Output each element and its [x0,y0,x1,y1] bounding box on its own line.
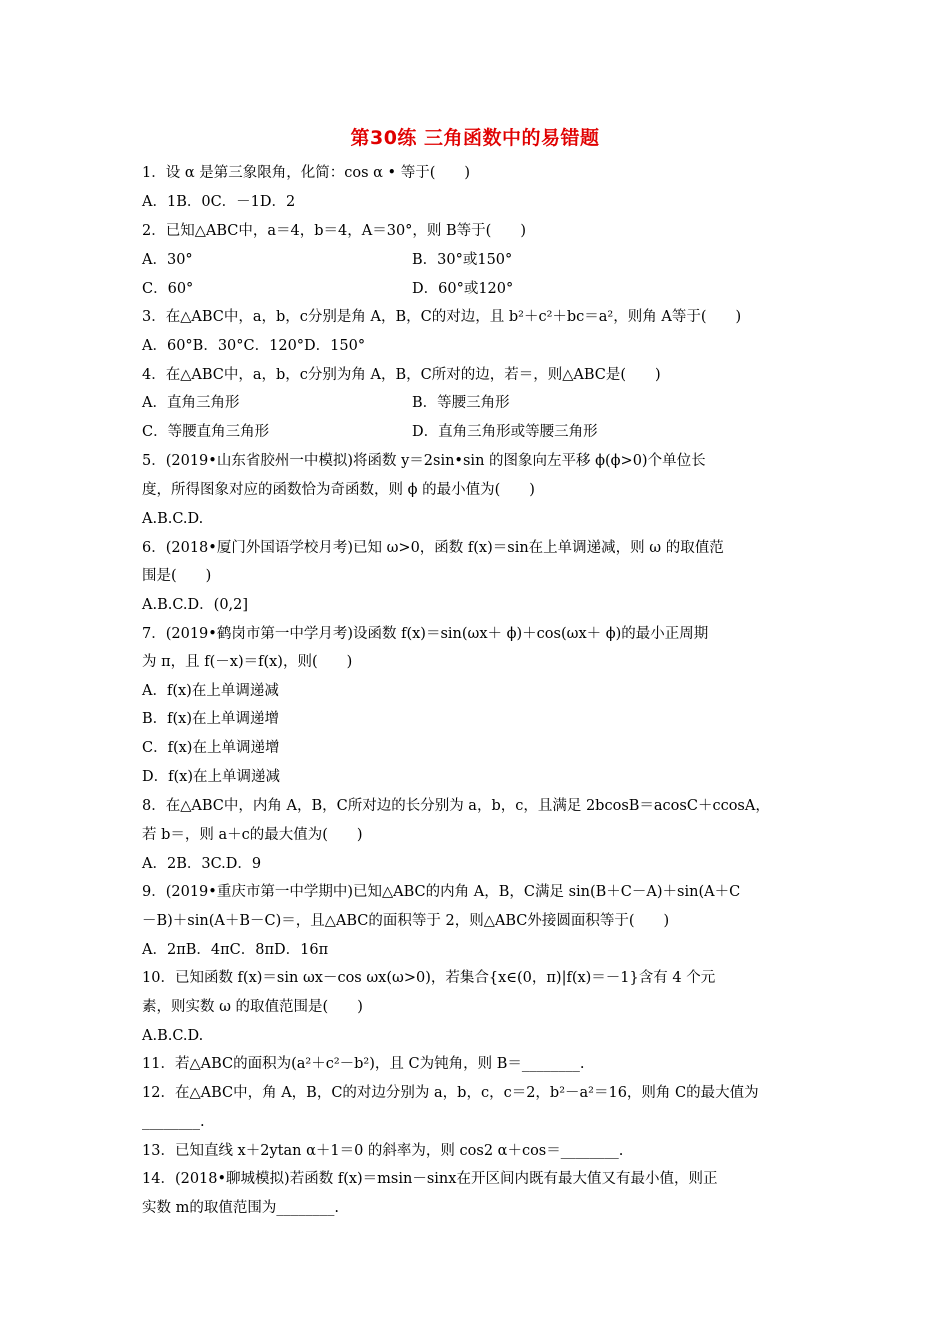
q4-option-d: D．直角三角形或等腰三角形 [412,424,598,440]
q8-stem-line-1: 8．在△ABC中，内角 A，B，C所对边的长分别为 a，b，c，且满足 2bcosB＝acosC＋ccosA， [142,798,770,814]
q14-stem-line-2: 实数 m的取值范围为________. [142,1200,339,1216]
q4-option-b: B．等腰三角形 [412,395,510,411]
q5-stem-line-2: 度，所得图象对应的函数恰为奇函数，则 ϕ 的最小值为( ) [142,482,535,498]
q7-option-a: A．f(x)在上单调递减 [142,683,279,699]
q10-stem-line-2: 素，则实数 ω 的取值范围是( ) [142,999,363,1015]
q2-option-b: B．30°或150° [412,252,513,268]
q8-options: A．2B．3C.D．9 [142,856,262,872]
q1-options: A．1B．0C．－1D．2 [142,194,296,210]
q2-option-c: C．60° [142,281,194,297]
q4-option-a: A．直角三角形 [142,395,240,411]
q13-stem: 13．已知直线 x＋2ytan α＋1＝0 的斜率为，则 cos2 α＋cos＝________. [142,1143,624,1159]
q11-stem: 11．若△ABC的面积为(a²＋c²－b²)，且 C为钝角，则 B＝________. [142,1056,585,1072]
q6-options: A.B.C.D．(0,2] [142,597,249,613]
q7-stem-line-1: 7．(2019•鹤岗市第一中学月考)设函数 f(x)＝sin(ωx＋ ϕ)＋cos(ωx＋ ϕ)的最小正周期 [142,626,709,642]
page-title: 第30练 三角函数中的易错题 [350,127,600,149]
q6-stem-line-1: 6．(2018•厦门外国语学校月考)已知 ω>0，函数 f(x)＝sin在上单调递减，则 ω 的取值范 [142,540,724,556]
q2-option-a: A．30° [142,252,193,268]
q7-option-b: B．f(x)在上单调递增 [142,711,280,727]
q2-option-d: D．60°或120° [412,281,514,297]
q9-stem-line-1: 9．(2019•重庆市第一中学期中)已知△ABC的内角 A，B，C满足 sin(B＋C－A)＋sin(A＋C [142,884,741,900]
q7-stem-line-2: 为 π，且 f(－x)＝f(x)，则( ) [142,654,353,670]
q14-stem-line-1: 14．(2018•聊城模拟)若函数 f(x)＝msin－sinx在开区间内既有最大值又有最小值，则正 [142,1171,718,1187]
q3-options: A．60°B．30°C．120°D．150° [142,338,366,354]
q2-stem: 2．已知△ABC中，a＝4，b＝4，A＝30°，则 B等于( ) [142,223,526,239]
q5-options: A.B.C.D. [142,511,204,527]
q4-stem: 4．在△ABC中，a，b，c分别为角 A，B，C所对的边，若＝，则△ABC是( ) [142,367,661,383]
q7-option-c: C．f(x)在上单调递增 [142,740,280,756]
q7-option-d: D．f(x)在上单调递减 [142,769,280,785]
q10-stem-line-1: 10．已知函数 f(x)＝sin ωx－cos ωx(ω>0)，若集合{x∈(0，π)|f(x)＝－1}含有 4 个元 [142,970,716,986]
q12-stem-line-2: ________. [142,1114,205,1130]
q9-stem-line-2: －B)＋sin(A＋B－C)＝，且△ABC的面积等于 2，则△ABC外接圆面积等于( ) [142,913,670,929]
q9-options: A．2πB．4πC．8πD．16π [142,942,329,958]
q1-stem: 1．设 α 是第三象限角，化简：cos α • 等于( ) [142,165,471,181]
q5-stem-line-1: 5．(2019•山东省胶州一中模拟)将函数 y＝2sin•sin 的图象向左平移 ϕ(ϕ>0)个单位长 [142,453,706,469]
q12-stem-line-1: 12．在△ABC中，角 A，B，C的对边分别为 a，b，c，c＝2，b²－a²＝16，则角 C的最大值为 [142,1085,759,1101]
q4-option-c: C．等腰直角三角形 [142,424,270,440]
q8-stem-line-2: 若 b＝，则 a＋c的最大值为( ) [142,827,363,843]
q6-stem-line-2: 围是( ) [142,568,212,584]
q3-stem: 3．在△ABC中，a，b，c分别是角 A，B，C的对边，且 b²＋c²＋bc＝a²，则角 A等于( ) [142,309,742,325]
q10-options: A.B.C.D. [142,1028,204,1044]
